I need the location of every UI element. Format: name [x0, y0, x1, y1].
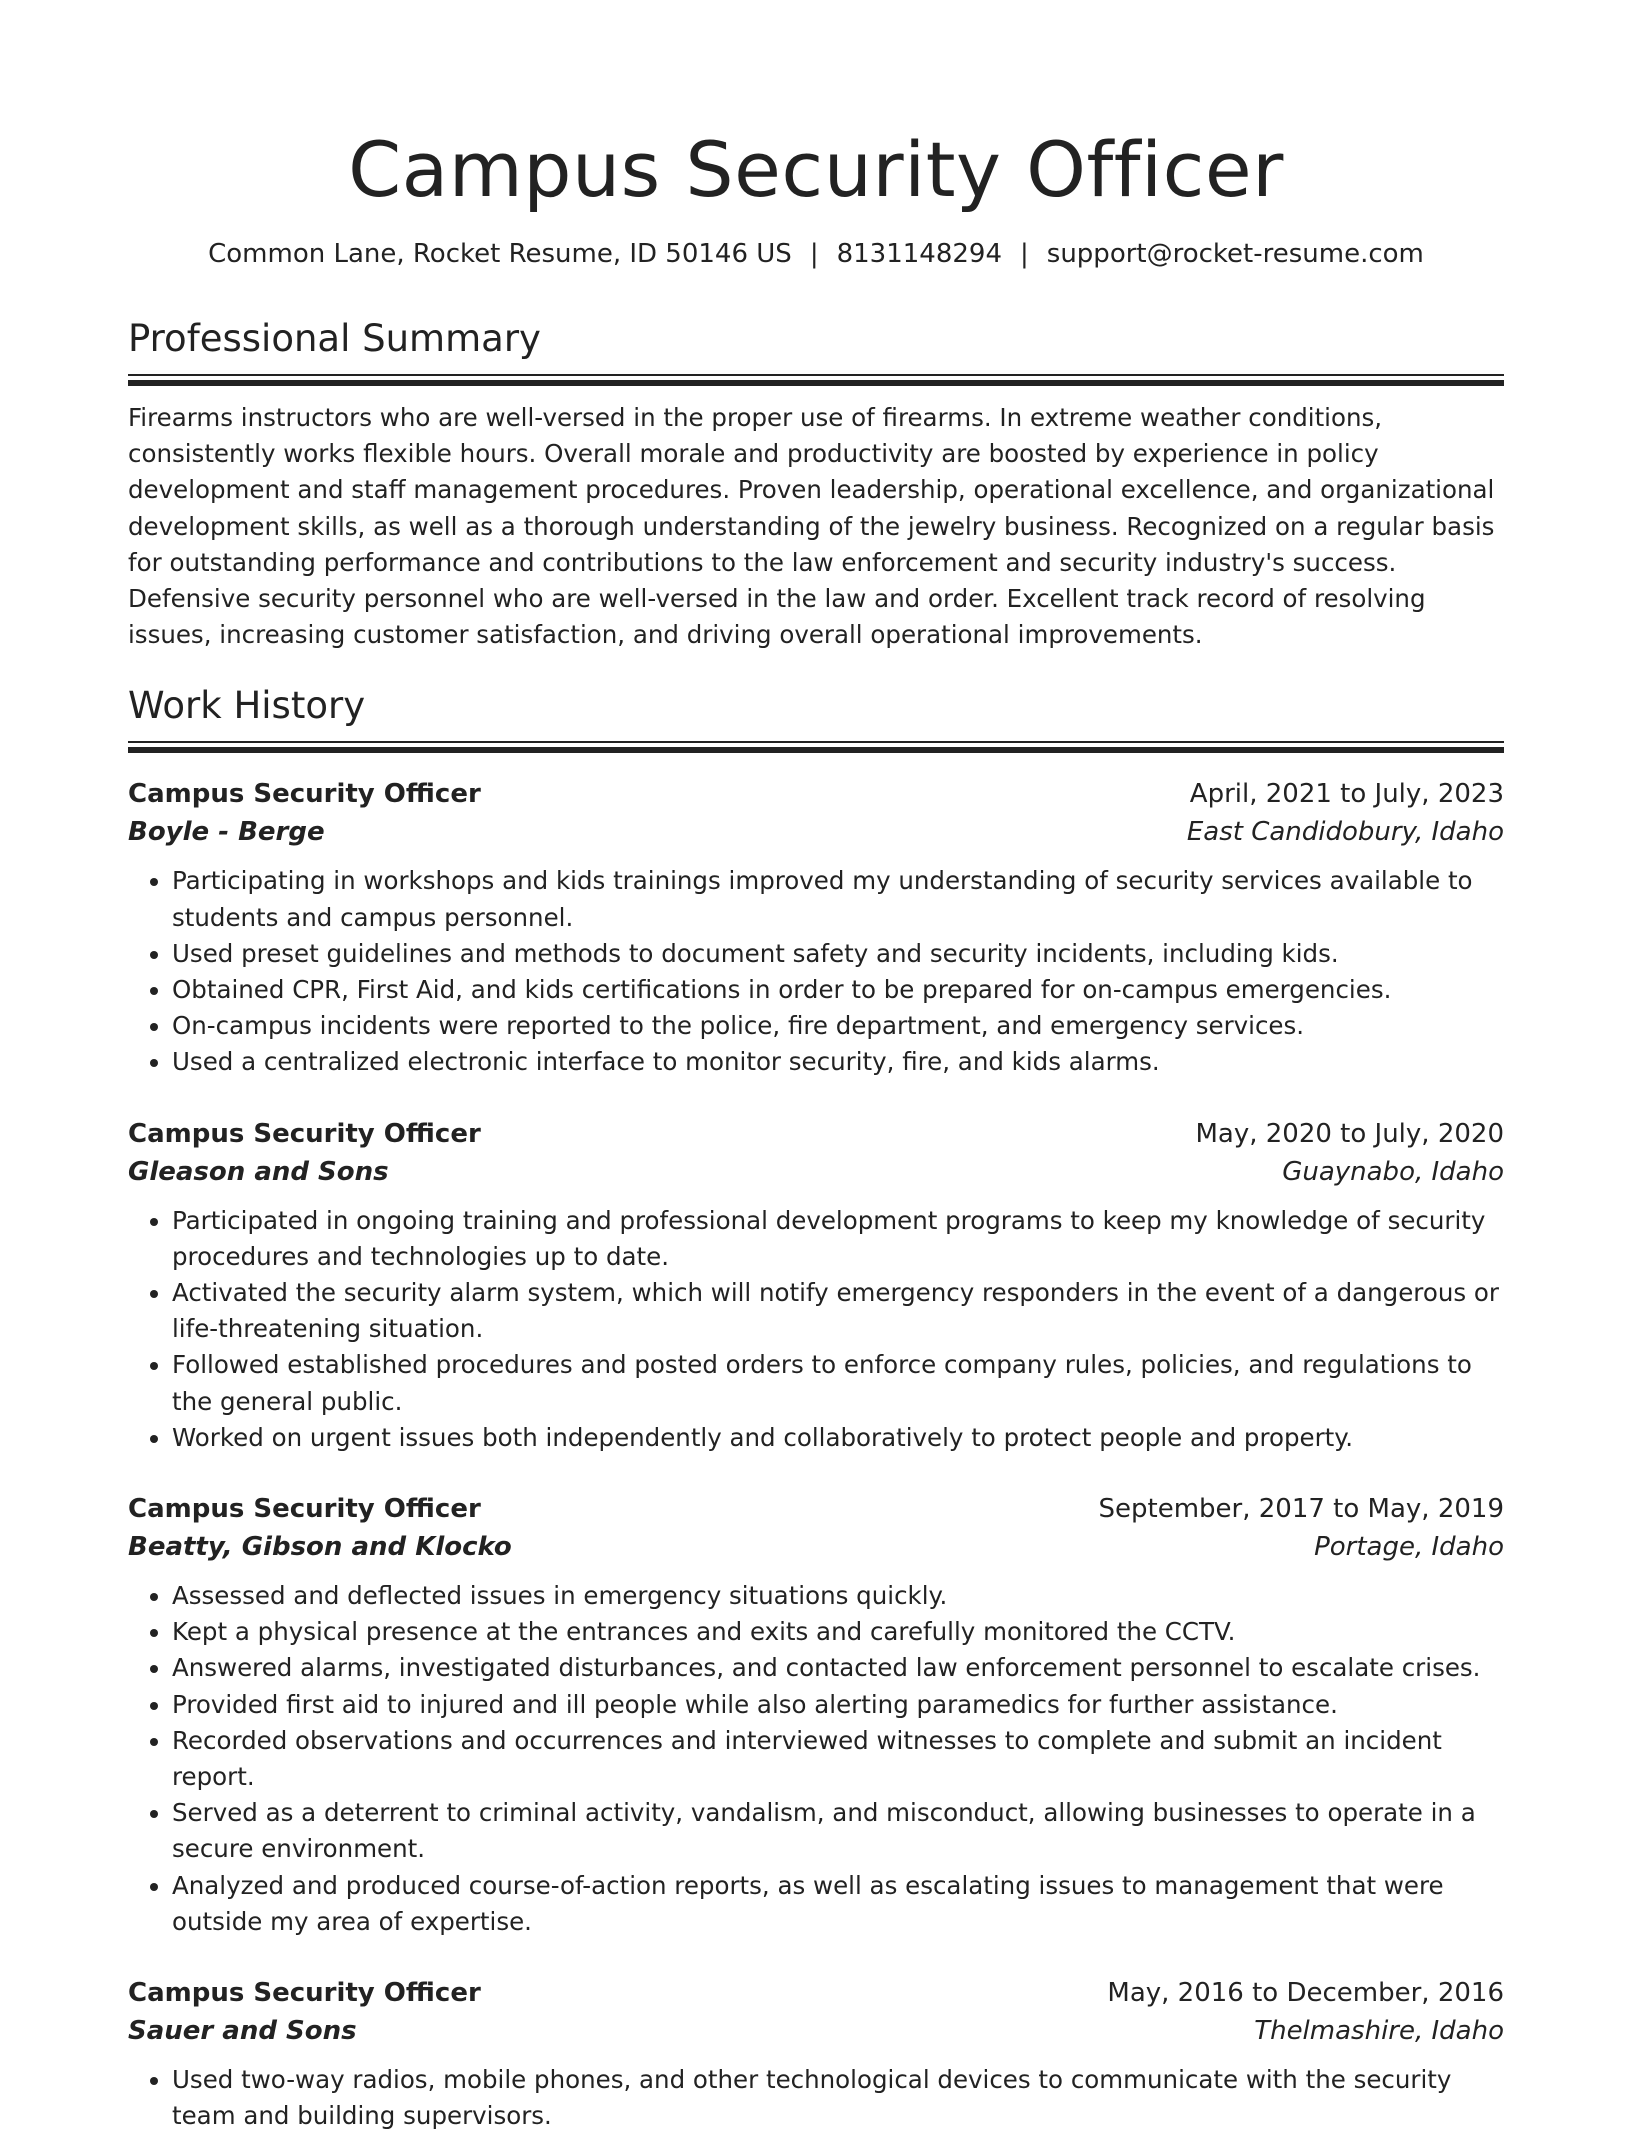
list-item: • Answered alarms, investigated disturbances, and contacted law enforcement personnel to escalate crises. [172, 1650, 1504, 1686]
job-bullets [128, 2062, 1504, 2134]
job-title: Campus Security Officer [128, 1494, 481, 1525]
list-item: • Followed established procedures and posted orders to enforce company rules, policies, and regulations to the general public. [172, 1347, 1504, 1419]
job-dates: May, 2020 to July, 2020 [1195, 1118, 1504, 1149]
contact-email: support@rocket-resume.com [1046, 239, 1424, 269]
job-subheader [128, 813, 1504, 851]
contact-phone: 8131148294 [836, 239, 1003, 269]
resume-page [128, 0, 1504, 2135]
list-item: • Served as a deterrent to criminal activity, vandalism, and misconduct, allowing businesses to operate in a secure environment. [172, 1795, 1504, 1867]
list-item: • Participated in ongoing training and professional development programs to keep my knowledge of security procedures and technologies up to date. [172, 1203, 1504, 1275]
job-entry [128, 1974, 1504, 2134]
professional-summary-section [128, 316, 1504, 653]
contact-separator: | [809, 239, 819, 269]
job-company: Boyle - Berge [128, 817, 325, 848]
resume-name: Campus Security Officer [348, 125, 1284, 214]
list-item: • Obtained CPR, First Aid, and kids certifications in order to be prepared for on-campus emergencies. [172, 972, 1504, 1008]
list-item: • Participating in workshops and kids trainings improved my understanding of security services available to students and campus personnel. [172, 863, 1504, 935]
job-location: Guaynabo, Idaho [1282, 1156, 1504, 1187]
summary-text: Firearms instructors who are well-versed in the proper use of firearms. In extreme weather conditions, consistently works flexible hours. Overall morale and productivity are boosted by experience in policy development and staff management procedures. Proven leadership, operational excellence, and organizational development skills, as well as a thorough understanding of the jewelry business. Recognized on a regular basis for outstanding performance and contributions to the law enforcement and security industry's success. Defensive security personnel who are well-versed in the law and order. Excellent track record of resolving issues, increasing customer satisfaction, and driving overall operational improvements. [128, 403, 1495, 650]
job-dates: May, 2016 to December, 2016 [1107, 1978, 1504, 2009]
job-location: Portage, Idaho [1314, 1532, 1504, 1563]
list-item: • Used two-way radios, mobile phones, and other technological devices to communicate with the security team and building supervisors. [172, 2062, 1504, 2134]
job-company: Sauer and Sons [128, 2016, 357, 2047]
job-location: East Candidobury, Idaho [1186, 817, 1504, 848]
job-subheader [128, 1528, 1504, 1566]
job-subheader [128, 2012, 1504, 2050]
job-header [128, 1115, 1504, 1153]
list-item: • Recorded observations and occurrences and interviewed witnesses to complete and submit an incident report. [172, 1723, 1504, 1795]
work-history-section [128, 683, 1504, 2134]
job-header [128, 775, 1504, 813]
list-item: • Used a centralized electronic interface to monitor security, fire, and kids alarms. [172, 1044, 1504, 1080]
list-item: • Used preset guidelines and methods to document safety and security incidents, including kids. [172, 936, 1504, 972]
job-header [128, 1974, 1504, 2012]
section-divider [128, 741, 1504, 753]
job-bullets [128, 863, 1504, 1080]
job-dates: April, 2021 to July, 2023 [1189, 779, 1504, 810]
job-bullets [128, 1203, 1504, 1456]
list-item: • Worked on urgent issues both independently and collaboratively to protect people and property. [172, 1420, 1504, 1456]
list-item: • Activated the security alarm system, which will notify emergency responders in the event of a dangerous or life-threatening situation. [172, 1275, 1504, 1347]
list-item: • Provided first aid to injured and ill people while also alerting paramedics for further assistance. [172, 1687, 1504, 1723]
contact-line [128, 236, 1504, 272]
contact-separator: | [1020, 239, 1029, 269]
list-item: • On-campus incidents were reported to the police, fire department, and emergency services. [172, 1008, 1504, 1044]
section-title: Work History [128, 684, 366, 728]
job-title: Campus Security Officer [128, 1118, 481, 1149]
section-divider [128, 374, 1504, 386]
job-bullets [128, 1578, 1504, 1940]
job-location: Thelmashire, Idaho [1254, 2016, 1504, 2047]
job-entry [128, 1115, 1504, 1456]
job-dates: September, 2017 to May, 2019 [1098, 1494, 1504, 1525]
job-title: Campus Security Officer [128, 1978, 481, 2009]
job-entry [128, 775, 1504, 1080]
job-title: Campus Security Officer [128, 779, 481, 810]
contact-address: Common Lane, Rocket Resume, ID 50146 US [208, 239, 792, 269]
list-item: • Assessed and deflected issues in emergency situations quickly. [172, 1578, 1504, 1614]
job-company: Beatty, Gibson and Klocko [128, 1532, 512, 1563]
job-subheader [128, 1153, 1504, 1191]
list-item: • Kept a physical presence at the entrances and exits and carefully monitored the CCTV. [172, 1614, 1504, 1650]
job-company: Gleason and Sons [128, 1156, 389, 1187]
list-item: • Analyzed and produced course-of-action reports, as well as escalating issues to management that were outside my area of expertise. [172, 1868, 1504, 1940]
job-entry [128, 1490, 1504, 1940]
section-title: Professional Summary [128, 317, 541, 360]
job-header [128, 1490, 1504, 1528]
